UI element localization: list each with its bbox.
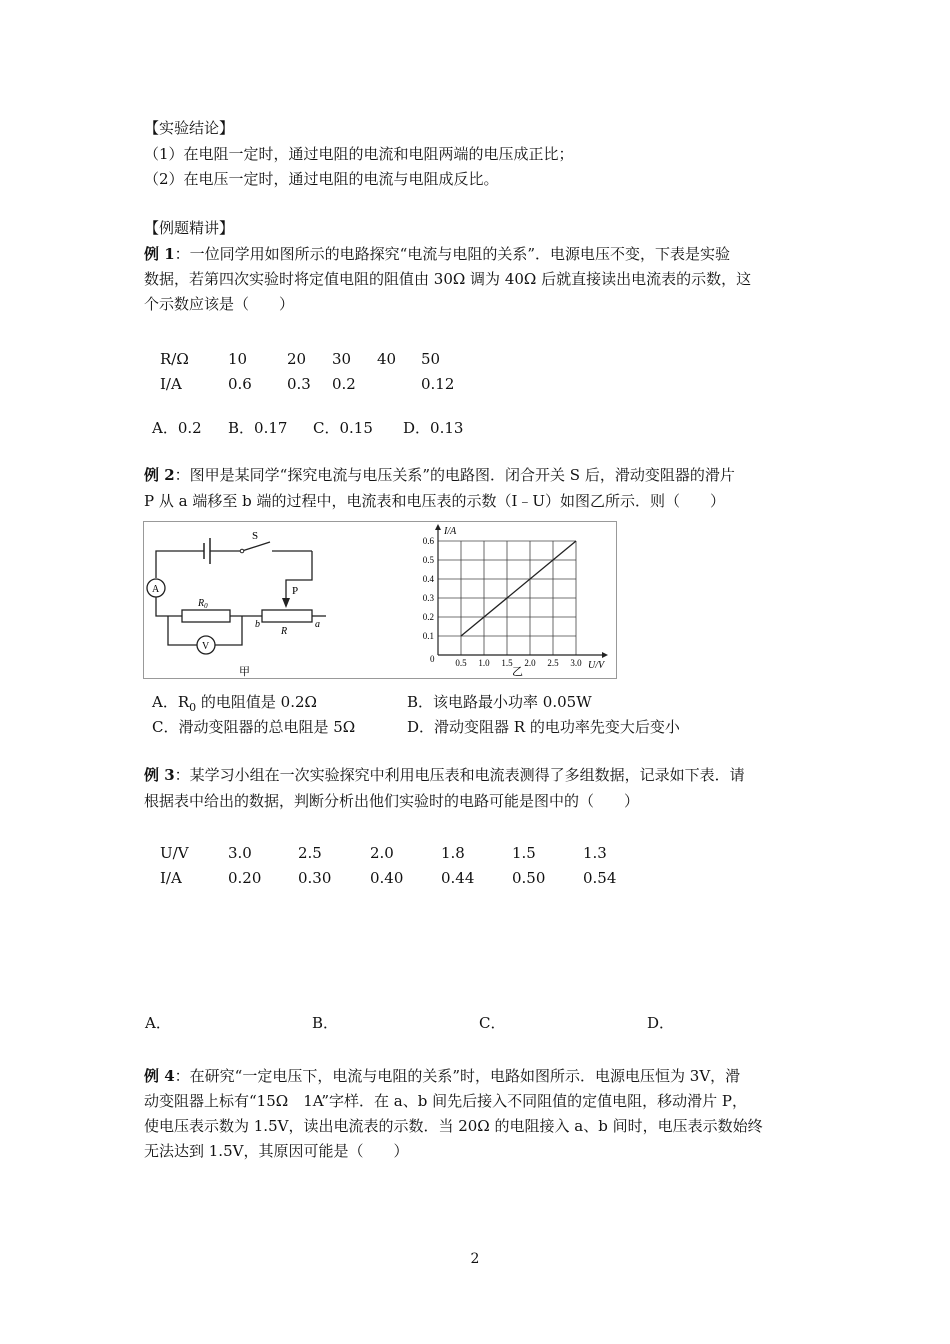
ex2-option-a[interactable]: A．$R_0$ 的电阻值是 0.2Ω [152, 693, 317, 714]
ex3-table-cell: 0.40 [370, 869, 404, 887]
origin-label: 0 [430, 654, 435, 664]
ex3-option-c[interactable]: C． [479, 1014, 506, 1032]
ex3-option-d[interactable]: D． [647, 1014, 675, 1032]
ex1-option-a[interactable]: A．0.2 [152, 419, 202, 437]
y-tick-label: 0.2 [422, 612, 434, 622]
rheostat-label: R [281, 626, 288, 637]
ex1-line-1: 例 1：一位同学用如图所示的电路探究“电流与电阻的关系”．电源电压不变，下表是实验 [144, 245, 731, 263]
page-number: 2 [470, 1251, 480, 1267]
ex2-line-1: 例 2：图甲是某同学“探究电流与电压关系”的电路图．闭合开关 S 后，滑动变阻器的滑片 [144, 466, 735, 484]
r0-label: $R_0$ [198, 598, 208, 610]
ex3-line-1: 例 3：某学习小组在一次实验探究中利用电压表和电流表测得了多组数据，记录如下表．请 [144, 766, 745, 784]
y-tick-label: 0.3 [422, 593, 434, 603]
ex3-table-cell: 1.5 [512, 844, 536, 862]
circuit-caption: 甲 [239, 666, 250, 678]
ex1-line-2: 数据，若第四次实验时将定值电阻的阻值由 30Ω 调为 40Ω 后就直接读出电流表的示数，这 [144, 270, 752, 288]
ex1-table-cell: I/A [160, 375, 182, 393]
slider-arrow-icon [282, 598, 290, 608]
ex3-table-cell: 0.54 [583, 869, 617, 887]
ex3-table-cell: U/V [160, 844, 189, 862]
ex1-table-cell: 0.2 [332, 375, 356, 393]
ex1-table-cell: 10 [228, 350, 248, 368]
slider-label: P [292, 585, 299, 597]
y-tick-label: 0.5 [422, 555, 434, 565]
ex3-table-cell: 0.20 [228, 869, 262, 887]
switch-label: S [252, 530, 259, 542]
ex1-table-cell: 0.12 [421, 375, 455, 393]
ex3-table-cell: 3.0 [228, 844, 252, 862]
ex1-table-cell: 50 [421, 350, 441, 368]
ammeter-label: A [152, 584, 160, 595]
y-tick-label: 0.4 [422, 574, 434, 584]
x-tick-label: 0.5 [455, 658, 467, 668]
voltmeter-label: V [202, 641, 210, 652]
ex1-line-3: 个示数应该是（ ） [144, 295, 295, 313]
y-axis-label: I/A [444, 526, 457, 537]
ex4-line-2: 动变阻器上标有“15Ω 1A”字样．在 a、b 间先后接入不同阻值的定值电阻，移动滑片 P， [144, 1092, 747, 1110]
ex3-option-a[interactable]: A． [145, 1014, 171, 1032]
ex1-table-cell: 30 [332, 350, 352, 368]
ex2-option-d[interactable]: D．滑动变阻器 R 的电功率先变大后变小 [407, 718, 680, 736]
ex1-table-cell: 0.6 [228, 375, 252, 393]
x-tick-label: 1.5 [501, 658, 513, 668]
circuit-diagram [144, 522, 404, 678]
examples-heading: 【例题精讲】 [144, 219, 235, 237]
ex1-table-cell: R/Ω [160, 350, 189, 368]
ex2-line-2: P 从 a 端移至 b 端的过程中，电流表和电压表的示数（I﹣U）如图乙所示．则（ ） [144, 492, 726, 510]
ex2-figure [143, 521, 617, 679]
data-line-series [461, 541, 576, 636]
ex2-option-c[interactable]: C．滑动变阻器的总电阻是 5Ω [152, 718, 356, 736]
ex1-table-cell: 20 [287, 350, 307, 368]
x-tick-label: 1.0 [478, 658, 490, 668]
ex1-label: 例 1 [144, 245, 175, 263]
y-axis-arrow-icon [435, 524, 441, 530]
ex3-line-2: 根据表中给出的数据，判断分析出他们实验时的电路可能是图中的（ ） [144, 792, 640, 810]
ex3-table-cell: 1.8 [441, 844, 465, 862]
ex3-table-cell: I/A [160, 869, 182, 887]
x-tick-label: 2.5 [547, 658, 559, 668]
ex3-option-b[interactable]: B． [312, 1014, 339, 1032]
conclusion-item-2: （2）在电压一定时，通过电阻的电流与电阻成反比。 [144, 170, 499, 188]
ex3-table-cell: 0.50 [512, 869, 546, 887]
x-axis-arrow-icon [602, 652, 608, 658]
end-a-label: a [315, 619, 320, 630]
ex3-label: 例 3 [144, 766, 175, 784]
conclusion-item-1: （1）在电阻一定时，通过电阻的电流和电阻两端的电压成正比； [144, 145, 574, 163]
ex4-line-4: 无法达到 1.5V，其原因可能是（ ） [144, 1142, 409, 1160]
y-tick-label: 0.1 [422, 631, 434, 641]
ex4-label: 例 4 [144, 1067, 175, 1085]
conclusion-heading: 【实验结论】 [144, 119, 235, 137]
x-tick-label: 2.0 [524, 658, 536, 668]
ex4-line-1: 例 4：在研究“一定电压下，电流与电阻的关系”时，电路如图所示．电源电压恒为 3V，滑 [144, 1067, 741, 1085]
ex3-table-cell: 2.5 [298, 844, 322, 862]
ex2-option-b[interactable]: B．该电路最小功率 0.05W [407, 693, 592, 711]
ex1-table-cell: 40 [377, 350, 397, 368]
iu-chart [404, 522, 616, 678]
ex3-table-cell: 2.0 [370, 844, 394, 862]
ex3-table-cell: 0.44 [441, 869, 475, 887]
ex4-line-3: 使电压表示数为 1.5V，读出电流表的示数．当 20Ω 的电阻接入 a、b 间时，电压表示数始终 [144, 1117, 763, 1135]
x-tick-label: 3.0 [570, 658, 582, 668]
ex1-option-d[interactable]: D．0.13 [403, 419, 464, 437]
ex3-table-cell: 1.3 [583, 844, 607, 862]
end-b-label: b [255, 619, 260, 630]
ex1-option-c[interactable]: C．0.15 [313, 419, 373, 437]
ex2-label: 例 2 [144, 466, 175, 484]
y-tick-label: 0.6 [422, 536, 434, 546]
ex1-option-b[interactable]: B．0.17 [228, 419, 288, 437]
x-axis-label: U/V [588, 660, 605, 671]
ex3-table-cell: 0.30 [298, 869, 332, 887]
chart-caption: 乙 [512, 666, 523, 678]
ex1-table-cell: 0.3 [287, 375, 311, 393]
